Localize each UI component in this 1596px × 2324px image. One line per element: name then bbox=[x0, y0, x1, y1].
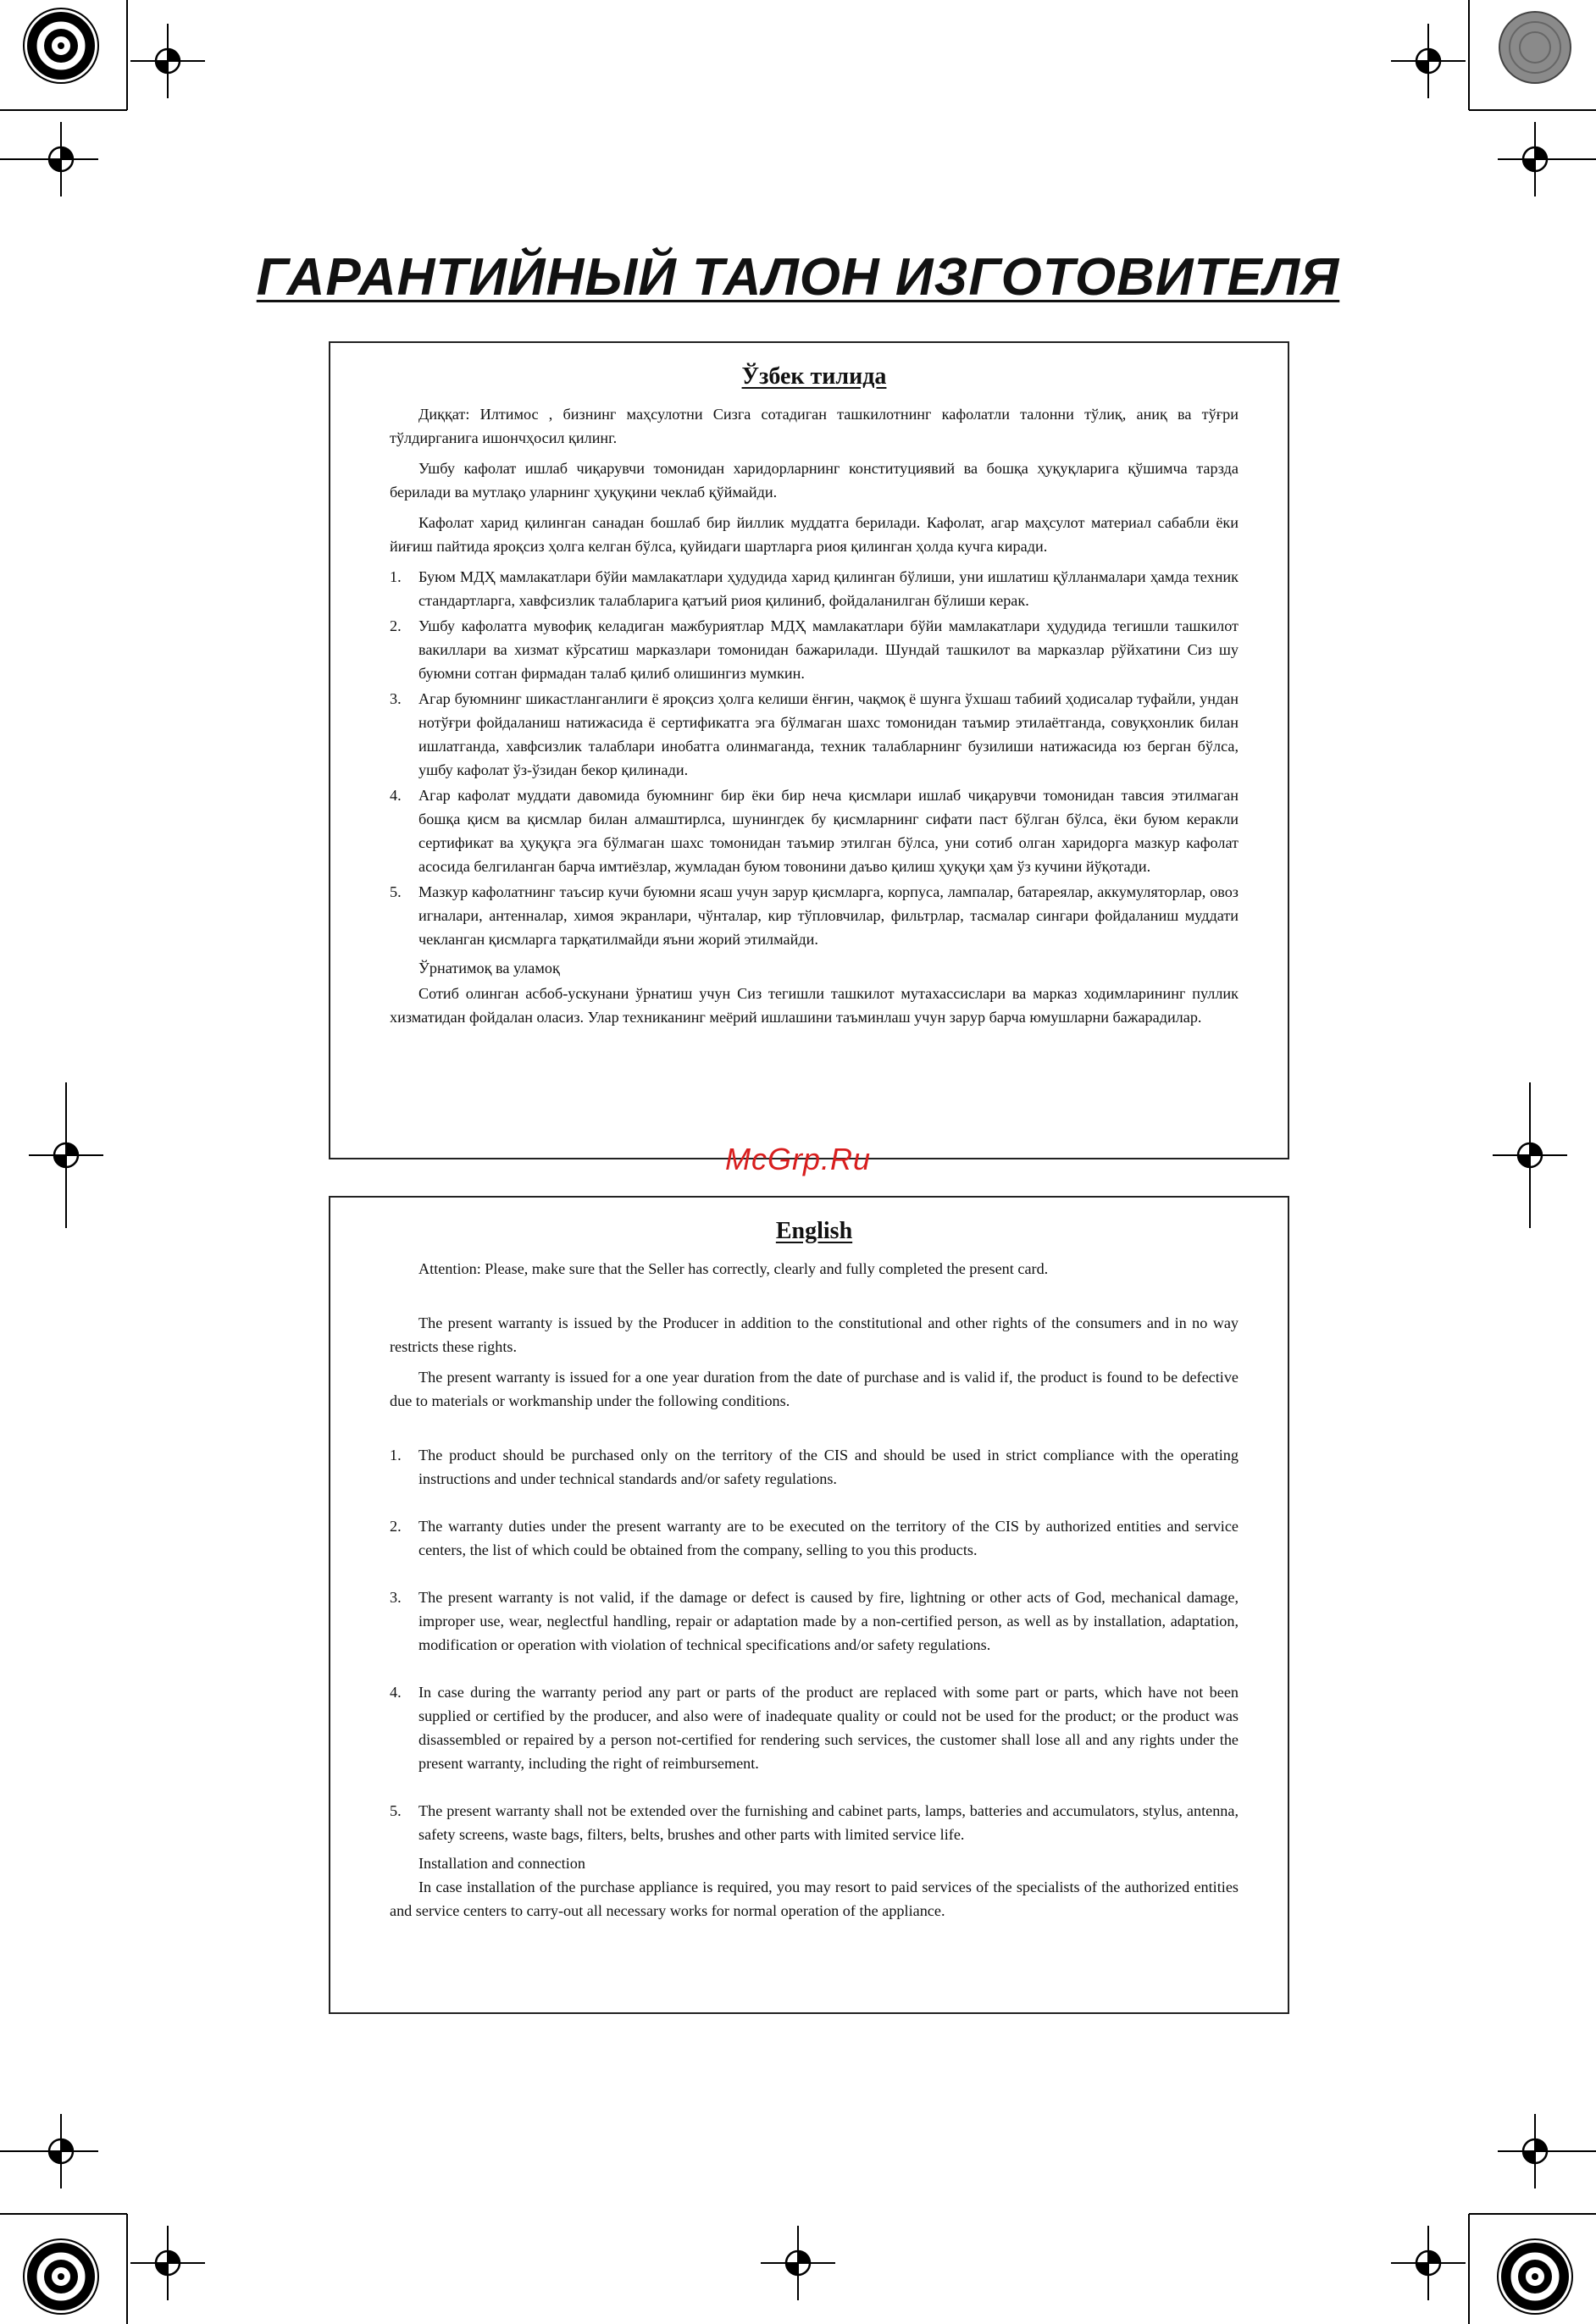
item-number: 5. bbox=[390, 883, 402, 900]
uzbek-duration-paragraph: Кафолат харид қилинган санадан бошлаб бир йиллик муддатга берилади. Кафолат, агар маҳсулот материал сабабли ёки йиғиш пайтида яроқсиз ҳолга келган бўлса, қуйидаги шартларга риоя қилинган ҳолда кучга киради. bbox=[390, 514, 1239, 555]
english-attention-paragraph: Attention: Please, make sure that the Seller has correctly, clearly and fully completed the present card. bbox=[418, 1260, 1049, 1277]
uzbek-warranty-section bbox=[329, 341, 1289, 1159]
list-item bbox=[390, 783, 1239, 878]
item-text: Буюм МДҲ мамлакатлари бўйи мамлакатлари ҳудудида харид қилинган бўлиши, уни ишлатиш қўлланмалари ҳамда техник стандартларга, хавфсизлик талабларига қатъий риоя қилиниб, фойдаланилган бўлиши керак. bbox=[418, 568, 1239, 609]
item-number: 1. bbox=[390, 568, 402, 585]
english-intro-paragraph: The present warranty is issued by the Producer in addition to the constitutional and other rights of the consumers and in no way restricts these rights. bbox=[390, 1314, 1239, 1355]
uzbek-intro-paragraph: Ушбу кафолат ишлаб чиқарувчи томонидан харидорларнинг конституциявий ва бошқа ҳуқуқларига қўшимча тарзда берилади ва мутлақо уларнинг ҳуқуқини чеклаб қўймайди. bbox=[390, 460, 1239, 501]
english-install-heading: Installation and connection bbox=[418, 1855, 585, 1872]
list-item bbox=[390, 880, 1239, 951]
uzbek-conditions-list bbox=[390, 565, 1239, 951]
item-number: 2. bbox=[390, 617, 402, 634]
list-item bbox=[390, 687, 1239, 782]
item-number: 1. bbox=[390, 1447, 402, 1464]
list-item bbox=[390, 1514, 1239, 1562]
item-text: Ушбу кафолатга мувофиқ келадиган мажбуриятлар МДҲ мамлакатлари бўйи мамлакатлари ҳудудида тегишли ташкилот вакиллари ва хизмат кўрсатиш марказлари томонидан бажарилади. Шундай ташкилот ва марказлар рўйхатини Сиз шу буюмни сотган фирмадан талаб қилиб олишингиз мумкин. bbox=[418, 617, 1239, 682]
page-title: ГАРАНТИЙНЫЙ ТАЛОН ИЗГОТОВИТЕЛЯ bbox=[256, 248, 1340, 307]
watermark: McGrp.Ru bbox=[724, 1142, 872, 1176]
item-text: In case during the warranty period any part or parts of the product are replaced with some part or parts, which have not been supplied or certified by the producer, and also were of inadequate quality or could not be used for the product; or the product was disassembled or repaired by a person not-certified for rendering such services, the customer shall lose all and any rights under the present warranty, including the right of reimbursement. bbox=[418, 1684, 1239, 1772]
item-number: 2. bbox=[390, 1518, 402, 1535]
list-item bbox=[390, 565, 1239, 612]
uzbek-attention-paragraph: Диққат: Илтимос , бизнинг маҳсулотни Сизга сотадиган ташкилотнинг кафолатли талонни тўлиқ, аниқ ва тўғри тўлдирганига ишончҳосил қилинг. bbox=[390, 406, 1239, 446]
english-warranty-section bbox=[329, 1196, 1289, 2014]
list-item bbox=[390, 1443, 1239, 1491]
item-text: Агар буюмнинг шикастланганлиги ё яроқсиз ҳолга келиши ёнғин, чақмоқ ё шунга ўхшаш табиий ҳодисалар туфайли, ундан нотўғри фойдаланиш натижасида ё сертификатга эга бўлмаган шахс томонидан таъмир этилаётганда, совуқхонлик билан ишлатганда, хавфсизлик талаблари инобатга олинмаганда, техник талабларнинг бузилиши натижасида юз берган бўлса, ушбу кафолат ўз-ўзидан бекор қилинади. bbox=[418, 690, 1239, 778]
item-number: 3. bbox=[390, 690, 402, 707]
item-number: 3. bbox=[390, 1589, 402, 1606]
uzbek-heading: Ўзбек тилида bbox=[741, 363, 887, 390]
english-heading: English bbox=[775, 1218, 853, 1244]
uzbek-install-heading: Ўрнатимоқ ва уламоқ bbox=[418, 960, 560, 977]
item-text: The present warranty is not valid, if the damage or defect is caused by fire, lightning or other acts of God, mechanical damage, improper use, wear, neglectful handling, repair or adaptation made by a non-certified person, as well as by installation, adaptation, modification or operation with violation of technical specifications and/or safety regulations. bbox=[418, 1589, 1239, 1653]
english-install-text: In case installation of the purchase appliance is required, you may resort to paid services of the specialists of the authorized entities and service centers to carry-out all necessary works for normal operation of the appliance. bbox=[390, 1879, 1239, 1919]
item-number: 4. bbox=[390, 787, 402, 804]
english-conditions-list bbox=[390, 1443, 1239, 1846]
item-number: 4. bbox=[390, 1684, 402, 1701]
item-text: The present warranty shall not be extended over the furnishing and cabinet parts, lamps, batteries and accumulators, stylus, antenna, safety screens, waste bags, filters, belts, brushes and other parts with limited service life. bbox=[418, 1802, 1239, 1843]
list-item bbox=[390, 1585, 1239, 1657]
item-text: The product should be purchased only on the territory of the CIS and should be used in strict compliance with the operating instructions and under technical standards and/or safety regulations. bbox=[418, 1447, 1239, 1487]
list-item bbox=[390, 1680, 1239, 1775]
item-number: 5. bbox=[390, 1802, 402, 1819]
item-text: The warranty duties under the present warranty are to be executed on the territory of the CIS by authorized entities and service centers, the list of which could be obtained from the company, selling to you this products. bbox=[418, 1518, 1239, 1558]
list-item bbox=[390, 1799, 1239, 1846]
uzbek-install-text: Сотиб олинган асбоб-ускунани ўрнатиш учун Сиз тегишли ташкилот мутахассислари ва марказ ходимларининг пуллик хизматидан фойдалан оласиз. Улар техниканинг меёрий ишлашини таъминлаш учун зарур барча юмушларни бажарадилар. bbox=[390, 985, 1239, 1026]
item-text: Мазкур кафолатнинг таъсир кучи буюмни ясаш учун зарур қисмларга, корпуса, лампалар, батареялар, аккумуляторлар, овоз игналари, антенналар, химоя экранлари, чўнталар, кир тўпловчилар, фильтрлар, тасмалар сингари фойдаланиш муддати чекланган қисмларга тарқатилмайди яъни жорий этилмайди. bbox=[418, 883, 1239, 948]
list-item bbox=[390, 614, 1239, 685]
english-duration-paragraph: The present warranty is issued for a one year duration from the date of purchase and is valid if, the product is found to be defective due to materials or workmanship under the following conditions. bbox=[390, 1369, 1239, 1409]
item-text: Агар кафолат муддати давомида буюмнинг бир ёки бир неча қисмлари ишлаб чиқарувчи томонидан тавсия этилмаган бошқа қисм ва қисмлар билан алмаштирлса, шунингдек бу қисмларнинг сифати паст бўлган бўлса, ёки буюм керакли сертификат ва ҳуқуқга эга бўлмаган шахс томонидан таъмир этилган бўлса, уни сотиб олган харидорга мазкур кафолат асосида белгиланган барча имтиёзлар, жумладан буюм товонини даъво қилиш ҳуқуқи ҳам ўз кучини йўқотади. bbox=[418, 787, 1239, 875]
